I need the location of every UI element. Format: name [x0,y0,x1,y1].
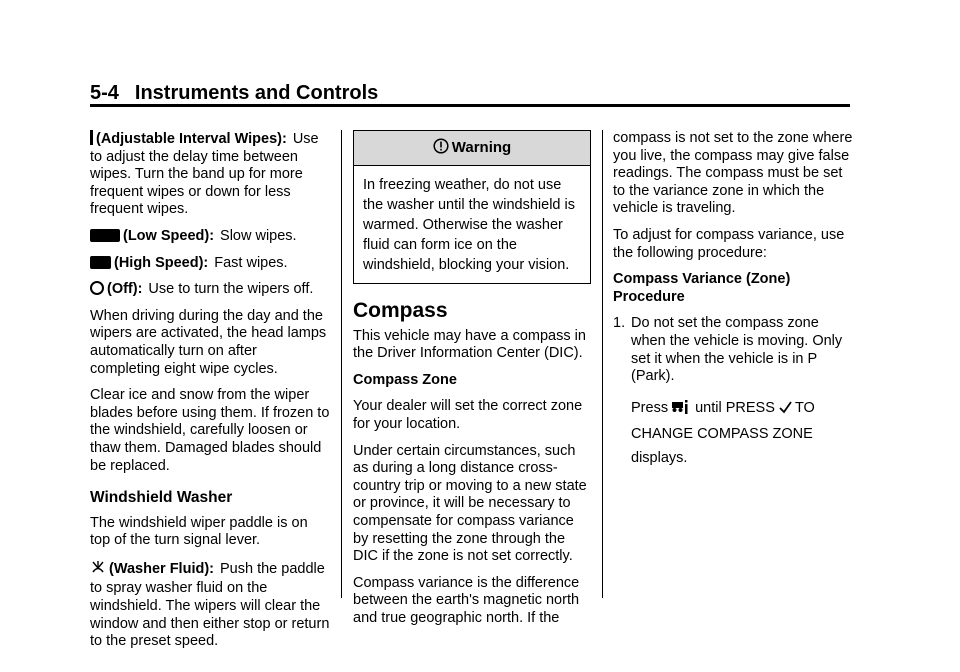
page-number: 5-4 [90,82,119,104]
column-divider [341,130,342,598]
washer-fluid-text: Push the paddle to spray washer fluid on the windshield. The wipers will clear the window and then either stop or return to the preset speed. [90,560,330,650]
compass-paragraph: This vehicle may have a compass in the Driver Information Center (DIC). [353,327,586,362]
high-speed-text: Fast wipes. [214,254,288,271]
warning-title: Warning [451,139,512,157]
wiper-off-icon [90,281,104,295]
off-term: (Off): [107,281,143,298]
warning-text: In freezing weather, do not use the washer until the windshield is warmed. Otherwise the washer fluid can form ice on the windshield, blocking your vision. [363,177,575,273]
to-word: TO [794,399,815,416]
until-text: until PRESS [695,399,775,416]
adjustable-text: Use to adjust the delay time between wipes. Turn the band up for more frequent wipes or down for less frequent wipes. [90,131,319,218]
column-3 [613,130,853,479]
column-divider [602,130,603,598]
variance-paragraph: Compass variance is the difference between the earth's magnetic north and true geographic north. If the [353,574,580,626]
warning-header [354,131,590,166]
step-number: 1. [613,315,626,332]
windshield-washer-heading: Windshield Washer [90,489,233,507]
warning-icon [433,138,449,159]
step-text: Do not set the compass zone when the vehicle is moving. Only set it when the vehicle is in P (Park). [631,315,843,385]
adjustable-interval-entry [90,130,330,219]
press-instruction [631,396,853,470]
page-section-title: Instruments and Controls [134,82,379,104]
washer-fluid-icon [90,559,106,581]
checkmark-icon [779,398,792,422]
headlamp-paragraph: When driving during the day and the wipers are activated, the head lamps automatically turn on after completing eight wipe cycles. [90,307,327,377]
column-1 [90,130,330,660]
press-word: Press [631,399,669,416]
ice-paragraph: Clear ice and snow from the wiper blades before using them. If frozen to the windshield, carefully loosen or thaw them. Damaged blades should be replaced. [90,387,330,474]
warning-box [353,130,591,284]
low-speed-term: (Low Speed): [123,227,215,244]
washer-fluid-entry [90,559,330,651]
off-entry [90,281,330,299]
continued-paragraph: compass is not set to the zone where you live, the compass may give false readings. The compass must be set to the variance zone in which the vehicle is traveling. [613,130,853,217]
adjustable-term: (Adjustable Interval Wipes): [96,131,287,147]
circumstances-paragraph: Under certain circumstances, such as during a long distance cross-country trip or moving to a new state or province, it will be necessary to compensate for compass variance by resetting the zone through the DIC if the zone is not set correctly. [353,442,587,565]
adjust-paragraph: To adjust for compass variance, use the following procedure: [613,226,845,261]
compass-heading: Compass [353,299,448,322]
adjustable-interval-wipes-icon [90,130,93,145]
list-item [613,315,853,385]
washer-paragraph: The windshield wiper paddle is on top of the turn signal lever. [90,514,308,549]
compass-zone-heading: Compass Zone [353,371,457,388]
low-speed-entry [90,228,330,246]
page-header [90,82,850,105]
change-text: CHANGE COMPASS ZONE displays. [631,425,813,466]
low-speed-text: Slow wipes. [220,227,297,244]
high-speed-entry [90,255,330,273]
column-2 [353,130,591,637]
header-rule [90,104,850,107]
high-speed-term: (High Speed): [114,254,209,271]
off-text: Use to turn the wipers off. [148,281,314,298]
low-speed-wipe-icon [90,229,120,242]
high-speed-wipe-icon [90,256,111,269]
zone-paragraph: Your dealer will set the correct zone for your location. [353,398,583,432]
vehicle-info-button-icon [672,398,692,422]
procedure-heading: Compass Variance (Zone) Procedure [613,271,791,305]
washer-fluid-term: (Washer Fluid): [109,560,214,577]
procedure-list [613,315,853,385]
